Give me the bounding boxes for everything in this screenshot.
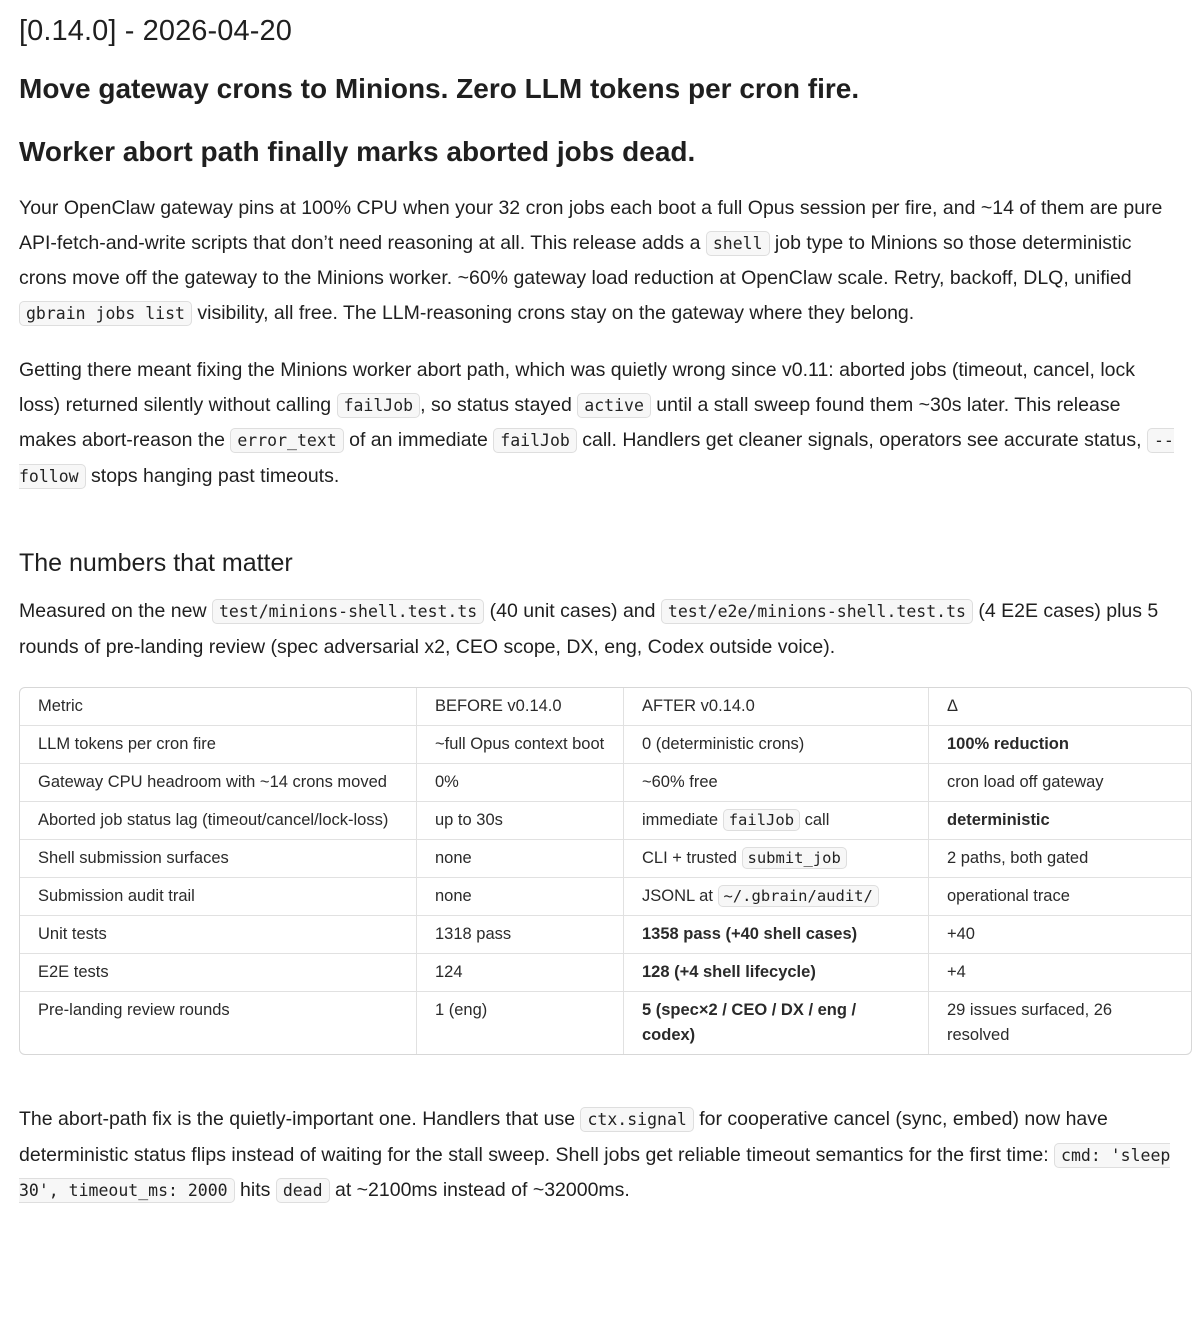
after-cell: 0 (deterministic crons) xyxy=(624,726,929,764)
text: JSONL at xyxy=(642,887,718,905)
before-cell: 0% xyxy=(417,764,624,802)
headline-primary: Move gateway crons to Minions. Zero LLM tokens per cron fire. xyxy=(19,73,860,104)
metric-cell: E2E tests xyxy=(20,954,417,992)
inline-code: test/e2e/minions-shell.test.ts xyxy=(661,599,973,624)
inline-code: --follow xyxy=(19,428,1174,489)
after-cell: ~60% free xyxy=(624,764,929,802)
before-cell: ~full Opus context boot xyxy=(417,726,624,764)
measurement-paragraph xyxy=(19,594,1175,664)
inline-code: shell xyxy=(706,231,770,256)
metric-cell: Pre-landing review rounds xyxy=(20,992,417,1054)
text: stops hanging past timeouts. xyxy=(85,464,340,487)
abort-path-paragraph xyxy=(19,353,1175,494)
inline-code: error_text xyxy=(230,428,343,453)
text: Measured on the new xyxy=(19,600,212,622)
before-cell: up to 30s xyxy=(417,802,624,840)
text: (4 E2E cases) plus 5 rounds of pre-landing review (spec adversarial x2, CEO scope, DX, eng, Codex outside voice). xyxy=(19,600,1159,658)
version-heading: [0.14.0] - 2026-04-20 xyxy=(19,15,292,47)
table-row xyxy=(20,726,1191,764)
delta-cell: operational trace xyxy=(929,878,1191,916)
inline-code: failJob xyxy=(723,809,800,831)
after-cell: 1358 pass (+40 shell cases) xyxy=(624,916,929,954)
column-header-metric: Metric xyxy=(20,688,417,726)
before-cell: 1318 pass xyxy=(417,916,624,954)
inline-code: cmd: 'sleep 30', timeout_ms: 2000 xyxy=(19,1143,1170,1204)
text: call xyxy=(800,811,830,829)
metrics-table xyxy=(19,687,1192,1055)
column-header-before: BEFORE v0.14.0 xyxy=(417,688,624,726)
inline-code: dead xyxy=(276,1178,330,1203)
after-cell xyxy=(624,878,929,916)
metric-cell: Gateway CPU headroom with ~14 crons moved xyxy=(20,764,417,802)
after-cell xyxy=(624,840,929,878)
table-row xyxy=(20,802,1191,840)
text: immediate xyxy=(642,811,723,829)
before-cell: 124 xyxy=(417,954,624,992)
inline-code: submit_job xyxy=(742,847,847,869)
text: Your OpenClaw gateway pins at 100% CPU when your 32 cron jobs each boot a full Opus session per fire, and ~14 of them are pure API-fetch-and-write scripts that don’t need reasoning at all. This release adds a xyxy=(19,197,1163,254)
text: for cooperative cancel (sync, embed) now have deterministic status flips instead of waiting for the stall sweep. Shell jobs get reliable timeout semantics for the first time: xyxy=(19,1108,1108,1166)
table-row xyxy=(20,840,1191,878)
delta-cell: 2 paths, both gated xyxy=(929,840,1191,878)
inline-code: ctx.signal xyxy=(580,1107,693,1132)
metric-cell: LLM tokens per cron fire xyxy=(20,726,417,764)
before-cell: none xyxy=(417,840,624,878)
text: hits xyxy=(234,1179,276,1201)
column-header-delta: Δ xyxy=(929,688,1191,726)
text: , so status stayed xyxy=(420,393,578,416)
delta-cell: deterministic xyxy=(929,802,1191,840)
delta-cell: +40 xyxy=(929,916,1191,954)
after-cell: 128 (+4 shell lifecycle) xyxy=(624,954,929,992)
text: job type to Minions so those deterministic crons move off the gateway to the Minions worker. ~60% gateway load reduction at OpenClaw scale. Retry, backoff, DLQ, unified xyxy=(19,231,1132,289)
text: The abort-path fix is the quietly-important one. Handlers that use xyxy=(19,1108,581,1130)
inline-code: active xyxy=(577,393,651,418)
inline-code: test/minions-shell.test.ts xyxy=(212,599,484,624)
text: (40 unit cases) and xyxy=(484,600,661,622)
inline-code: failJob xyxy=(337,393,421,418)
after-cell: 5 (spec×2 / CEO / DX / eng / codex) xyxy=(624,992,929,1054)
table-row xyxy=(20,916,1191,954)
before-cell: 1 (eng) xyxy=(417,992,624,1054)
text: call. Handlers get cleaner signals, operators see accurate status, xyxy=(576,429,1147,451)
delta-cell: 100% reduction xyxy=(929,726,1191,764)
delta-cell: 29 issues surfaced, 26 resolved xyxy=(947,1001,1113,1044)
inline-code: gbrain jobs list xyxy=(19,301,192,326)
closing-paragraph xyxy=(19,1102,1175,1209)
section-title: The numbers that matter xyxy=(19,549,293,577)
text: until a stall sweep found them ~30s later. This release makes abort-reason the xyxy=(19,393,1121,451)
inline-code: ~/.gbrain/audit/ xyxy=(718,885,879,907)
metric-cell: Unit tests xyxy=(20,916,417,954)
text: at ~2100ms instead of ~32000ms. xyxy=(329,1179,630,1201)
text: visibility, all free. The LLM-reasoning crons stay on the gateway where they belong. xyxy=(191,301,915,324)
metric-cell: Shell submission surfaces xyxy=(20,840,417,878)
table-header-row xyxy=(20,688,1191,726)
column-header-after: AFTER v0.14.0 xyxy=(624,688,929,726)
headline-secondary: Worker abort path finally marks aborted jobs dead. xyxy=(19,136,696,167)
before-cell: none xyxy=(417,878,624,916)
after-cell xyxy=(624,802,929,840)
text: Getting there meant fixing the Minions worker abort path, which was quietly wrong since v0.11: aborted jobs (timeout, cancel, lock loss) returned silently without calling xyxy=(19,359,1136,416)
intro-paragraph xyxy=(19,191,1175,331)
table-row xyxy=(20,764,1191,802)
text: of an immediate xyxy=(343,429,494,451)
table-row xyxy=(20,954,1191,992)
inline-code: failJob xyxy=(493,428,577,453)
metric-cell: Submission audit trail xyxy=(20,878,417,916)
table-row xyxy=(20,878,1191,916)
text: CLI + trusted xyxy=(642,849,742,867)
table-row xyxy=(20,992,1191,1054)
delta-cell: cron load off gateway xyxy=(929,764,1191,802)
delta-cell: +4 xyxy=(929,954,1191,992)
metric-cell: Aborted job status lag (timeout/cancel/lock-loss) xyxy=(20,802,417,840)
